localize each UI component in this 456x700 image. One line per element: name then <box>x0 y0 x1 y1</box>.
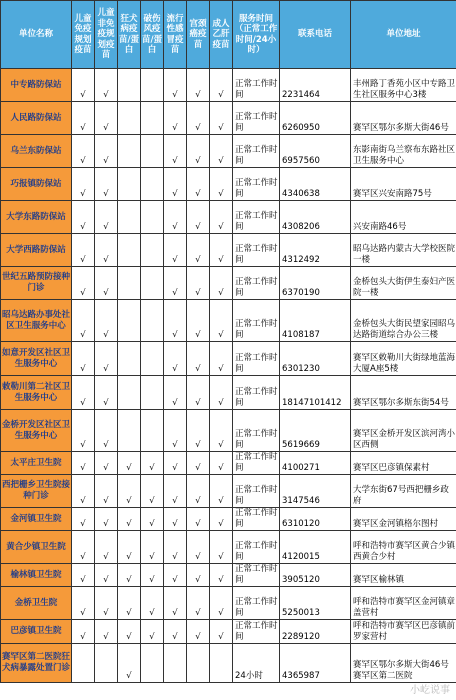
vaccine-check-cell: √ <box>210 620 233 644</box>
vaccine-check-cell <box>141 300 164 342</box>
vaccine-check-cell: √ <box>95 135 118 168</box>
service-time-cell: 正常工作时间 <box>233 69 280 102</box>
vaccine-check-cell: √ <box>72 564 95 587</box>
unit-name-cell: 金河镇卫生院 <box>1 508 72 531</box>
vaccine-check-cell: √ <box>164 508 187 531</box>
vaccine-check-cell: √ <box>187 564 210 587</box>
vaccine-check-cell: √ <box>164 102 187 135</box>
unit-name-cell: 世纪五路预防接种门诊 <box>1 267 72 300</box>
phone-cell: 6301230 <box>280 342 351 376</box>
address-cell: 赛罕区敕勒川大街绿地蓝海大厦A座5楼 <box>351 342 456 376</box>
vaccine-check-cell: √ <box>72 410 95 452</box>
vaccine-check-cell: √ <box>210 376 233 410</box>
table-row <box>1 410 456 452</box>
service-time-cell: 正常工作时间 <box>233 564 280 587</box>
vaccine-check-cell: √ <box>187 376 210 410</box>
table-body <box>1 69 456 683</box>
vaccine-check-cell: √ <box>164 410 187 452</box>
vaccine-check-cell: √ <box>164 452 187 475</box>
header-rabies: 狂犬病疫苗/蛋白 <box>118 1 141 69</box>
service-time-cell: 正常工作时间 <box>233 452 280 475</box>
address-cell: 丰州路丁香苑小区中专路卫生社区服务中心3楼 <box>351 69 456 102</box>
vaccine-check-cell: √ <box>95 508 118 531</box>
address-cell: 赛罕区兴安南路75号 <box>351 168 456 201</box>
vaccine-check-cell <box>72 644 95 683</box>
table-row <box>1 620 456 644</box>
vaccine-check-cell <box>118 342 141 376</box>
vaccine-check-cell <box>141 342 164 376</box>
vaccine-check-cell: √ <box>210 300 233 342</box>
vaccine-check-cell <box>141 168 164 201</box>
service-time-cell: 正常工作时间 <box>233 410 280 452</box>
phone-cell: 4340638 <box>280 168 351 201</box>
vaccine-check-cell: √ <box>187 342 210 376</box>
vaccine-check-cell <box>141 267 164 300</box>
vaccine-check-cell: √ <box>187 410 210 452</box>
phone-cell: 4308206 <box>280 201 351 234</box>
table-header <box>1 1 456 69</box>
vaccine-check-cell: √ <box>210 342 233 376</box>
table-row <box>1 564 456 587</box>
vaccine-check-cell <box>118 69 141 102</box>
service-time-cell: 正常工作时间 <box>233 475 280 508</box>
address-cell: 东影南街乌兰察布东路社区卫生服务中心 <box>351 135 456 168</box>
unit-name-cell: 西把栅乡卫生院接种门诊 <box>1 475 72 508</box>
service-time-cell: 正常工作时间 <box>233 234 280 267</box>
vaccine-check-cell <box>118 300 141 342</box>
vaccine-check-cell: √ <box>141 587 164 620</box>
table-row <box>1 267 456 300</box>
phone-cell: 6260950 <box>280 102 351 135</box>
phone-cell: 3147546 <box>280 475 351 508</box>
unit-name-cell: 赛罕区第二医院狂犬病暴露处置门诊 <box>1 644 72 683</box>
vaccine-check-cell: √ <box>95 587 118 620</box>
vaccine-check-cell: √ <box>164 267 187 300</box>
header-phone: 联系电话 <box>280 1 351 69</box>
phone-cell: 2231464 <box>280 69 351 102</box>
header-child-non-immunization: 儿童非免疫规划疫苗 <box>95 1 118 69</box>
vaccine-check-cell: √ <box>210 564 233 587</box>
vaccine-check-cell: √ <box>187 168 210 201</box>
unit-name-cell: 大学西路防保站 <box>1 234 72 267</box>
unit-name-cell: 榆林镇卫生院 <box>1 564 72 587</box>
phone-cell: 4108187 <box>280 300 351 342</box>
unit-name-cell: 人民路防保站 <box>1 102 72 135</box>
vaccine-check-cell: √ <box>72 234 95 267</box>
vaccine-check-cell <box>187 644 210 683</box>
address-cell: 呼和浩特市赛罕区金河镇章盖营村 <box>351 587 456 620</box>
table-row <box>1 69 456 102</box>
vaccine-check-cell: √ <box>187 620 210 644</box>
service-time-cell: 正常工作时间 <box>233 620 280 644</box>
vaccine-check-cell: √ <box>164 531 187 564</box>
vaccine-check-cell: √ <box>210 531 233 564</box>
vaccine-check-cell: √ <box>210 267 233 300</box>
vaccine-check-cell: √ <box>95 410 118 452</box>
vaccine-check-cell: √ <box>72 620 95 644</box>
phone-cell: 6370190 <box>280 267 351 300</box>
unit-name-cell: 大学东路防保站 <box>1 201 72 234</box>
vaccine-check-cell: √ <box>95 168 118 201</box>
header-hpv: 宫颈癌疫苗 <box>187 1 210 69</box>
vaccine-check-cell: √ <box>164 201 187 234</box>
vaccine-check-cell: √ <box>118 620 141 644</box>
vaccine-check-cell: √ <box>118 564 141 587</box>
vaccine-check-cell <box>118 410 141 452</box>
vaccine-check-cell: √ <box>210 102 233 135</box>
vaccine-check-cell: √ <box>187 300 210 342</box>
header-adult-hepb: 成人乙肝疫苗 <box>210 1 233 69</box>
vaccine-check-cell: √ <box>72 342 95 376</box>
vaccine-check-cell <box>118 201 141 234</box>
vaccine-check-cell: √ <box>187 267 210 300</box>
vaccine-check-cell: √ <box>72 531 95 564</box>
header-service-time: 服务时间（正常工作时间/24小时） <box>233 1 280 69</box>
vaccine-check-cell: √ <box>141 531 164 564</box>
vaccine-check-cell <box>141 135 164 168</box>
phone-cell: 5619669 <box>280 410 351 452</box>
vaccine-check-cell: √ <box>118 587 141 620</box>
vaccine-check-cell: √ <box>72 475 95 508</box>
address-cell: 呼和浩特市赛罕区巴彦镇前罗家营村 <box>351 620 456 644</box>
vaccine-check-cell: √ <box>210 508 233 531</box>
address-cell: 金桥包头大街民望家园昭乌达路街道综合办公三楼 <box>351 300 456 342</box>
address-cell: 赛罕区鄂尔多斯大街46号赛罕区第二医院 <box>351 644 456 683</box>
service-time-cell: 正常工作时间 <box>233 201 280 234</box>
vaccine-check-cell: √ <box>164 342 187 376</box>
service-time-cell: 正常工作时间 <box>233 300 280 342</box>
unit-name-cell: 如意开发区社区卫生服务中心 <box>1 342 72 376</box>
vaccine-check-cell: √ <box>210 201 233 234</box>
table-row <box>1 531 456 564</box>
service-time-cell: 正常工作时间 <box>233 508 280 531</box>
vaccine-check-cell: √ <box>118 452 141 475</box>
header-flu: 流行性感冒疫苗 <box>164 1 187 69</box>
vaccine-check-cell <box>118 234 141 267</box>
phone-cell: 4120015 <box>280 531 351 564</box>
address-cell: 呼和浩特市赛罕区黄合少镇西黄合少村 <box>351 531 456 564</box>
service-time-cell: 正常工作时间 <box>233 342 280 376</box>
vaccine-check-cell: √ <box>164 376 187 410</box>
vaccine-check-cell: √ <box>95 475 118 508</box>
service-time-cell: 正常工作时间 <box>233 531 280 564</box>
vaccine-check-cell <box>141 102 164 135</box>
vaccine-check-cell: √ <box>187 587 210 620</box>
vaccine-check-cell: √ <box>118 531 141 564</box>
table-row <box>1 300 456 342</box>
vaccine-check-cell <box>141 644 164 683</box>
service-time-cell: 正常工作时间 <box>233 168 280 201</box>
table-row <box>1 376 456 410</box>
vaccine-check-cell <box>141 69 164 102</box>
address-cell: 赛罕区巴彦镇保素村 <box>351 452 456 475</box>
vaccine-check-cell: √ <box>141 508 164 531</box>
phone-cell: 2289120 <box>280 620 351 644</box>
phone-cell: 4100271 <box>280 452 351 475</box>
vaccine-check-cell: √ <box>210 168 233 201</box>
vaccine-check-cell: √ <box>95 342 118 376</box>
vaccine-check-cell: √ <box>187 234 210 267</box>
vaccine-check-cell: √ <box>141 620 164 644</box>
vaccine-check-cell: √ <box>118 508 141 531</box>
vaccine-check-cell: √ <box>164 135 187 168</box>
vaccine-check-cell: √ <box>164 475 187 508</box>
vaccine-check-cell: √ <box>141 475 164 508</box>
vaccine-check-cell: √ <box>164 234 187 267</box>
vaccine-check-cell: √ <box>95 376 118 410</box>
address-cell: 赛罕区金桥开发区滨河湾小区西侧 <box>351 410 456 452</box>
vaccine-check-cell <box>118 267 141 300</box>
vaccine-check-cell: √ <box>187 201 210 234</box>
phone-cell: 6310120 <box>280 508 351 531</box>
vaccine-check-cell: √ <box>210 69 233 102</box>
vaccine-check-cell <box>118 376 141 410</box>
vaccine-check-cell: √ <box>72 267 95 300</box>
unit-name-cell: 乌兰东防保站 <box>1 135 72 168</box>
vaccine-check-cell: √ <box>210 234 233 267</box>
vaccine-check-cell: √ <box>210 135 233 168</box>
table-row <box>1 475 456 508</box>
address-cell: 赛罕区金河镇格尔图村 <box>351 508 456 531</box>
service-time-cell: 正常工作时间 <box>233 587 280 620</box>
header-address: 单位地址 <box>351 1 456 69</box>
vaccine-check-cell: √ <box>164 587 187 620</box>
address-cell: 赛罕区榆林镇 <box>351 564 456 587</box>
unit-name-cell: 昭乌达路办事处社区卫生服务中心 <box>1 300 72 342</box>
vaccine-check-cell: √ <box>187 135 210 168</box>
address-cell: 赛罕区鄂尔多斯大街46号 <box>351 102 456 135</box>
service-time-cell: 正常工作时间 <box>233 376 280 410</box>
address-cell: 兴安南路46号 <box>351 201 456 234</box>
table-row <box>1 234 456 267</box>
table-row <box>1 135 456 168</box>
vaccine-check-cell <box>141 410 164 452</box>
address-cell: 大学东街67号西把栅乡政府 <box>351 475 456 508</box>
unit-name-cell: 金桥开发区社区卫生服务中心 <box>1 410 72 452</box>
vaccine-check-cell: √ <box>210 452 233 475</box>
vaccine-check-cell: √ <box>72 587 95 620</box>
vaccine-check-cell: √ <box>164 564 187 587</box>
vaccine-check-cell: √ <box>141 564 164 587</box>
vaccine-check-cell: √ <box>95 531 118 564</box>
vaccine-check-cell <box>118 168 141 201</box>
address-cell: 金桥包头大街伊生泰妇产医院一楼 <box>351 267 456 300</box>
vaccine-check-cell: √ <box>164 300 187 342</box>
vaccine-check-cell <box>95 644 118 683</box>
vaccine-check-cell <box>141 201 164 234</box>
vaccine-check-cell: √ <box>95 620 118 644</box>
table-row <box>1 201 456 234</box>
unit-name-cell: 巧报镇防保站 <box>1 168 72 201</box>
vaccine-check-cell <box>141 376 164 410</box>
phone-cell: 5250013 <box>280 587 351 620</box>
vaccine-check-cell: √ <box>95 234 118 267</box>
unit-name-cell: 金桥卫生院 <box>1 587 72 620</box>
vaccine-check-cell: √ <box>118 644 141 683</box>
vaccine-check-cell: √ <box>210 475 233 508</box>
vaccine-check-cell: √ <box>72 201 95 234</box>
vaccine-check-cell: √ <box>95 267 118 300</box>
vaccine-check-cell: √ <box>72 508 95 531</box>
vaccine-check-cell: √ <box>95 452 118 475</box>
table-row <box>1 342 456 376</box>
vaccine-check-cell <box>141 234 164 267</box>
vaccine-check-cell <box>118 135 141 168</box>
vaccine-check-cell: √ <box>72 69 95 102</box>
vaccine-check-cell: √ <box>187 69 210 102</box>
table-row <box>1 508 456 531</box>
vaccine-check-cell: √ <box>187 508 210 531</box>
vaccine-check-cell: √ <box>164 69 187 102</box>
table-row <box>1 587 456 620</box>
vaccine-check-cell: √ <box>210 410 233 452</box>
unit-name-cell: 太平庄卫生院 <box>1 452 72 475</box>
vaccine-check-cell: √ <box>72 102 95 135</box>
table-row <box>1 168 456 201</box>
vaccine-check-cell: √ <box>95 564 118 587</box>
watermark-text: 小屹说事 <box>410 685 450 696</box>
vaccine-check-cell: √ <box>187 475 210 508</box>
vaccine-check-cell <box>210 644 233 683</box>
unit-name-cell: 中专路防保站 <box>1 69 72 102</box>
vaccine-check-cell: √ <box>187 531 210 564</box>
vaccine-check-cell: √ <box>187 452 210 475</box>
service-time-cell: 正常工作时间 <box>233 135 280 168</box>
vaccine-check-cell: √ <box>164 620 187 644</box>
phone-cell: 3905120 <box>280 564 351 587</box>
vaccine-check-cell: √ <box>95 201 118 234</box>
table-row <box>1 452 456 475</box>
service-time-cell: 正常工作时间 <box>233 267 280 300</box>
vaccine-check-cell: √ <box>95 69 118 102</box>
vaccine-check-cell: √ <box>141 452 164 475</box>
header-child-immunization: 儿童免疫规划疫苗 <box>72 1 95 69</box>
service-time-cell: 正常工作时间 <box>233 102 280 135</box>
vaccine-check-cell: √ <box>72 376 95 410</box>
unit-name-cell: 巴彦镇卫生院 <box>1 620 72 644</box>
table-row <box>1 102 456 135</box>
phone-cell: 4312492 <box>280 234 351 267</box>
table-row <box>1 644 456 683</box>
unit-name-cell: 敕勒川第二社区卫生服务中心 <box>1 376 72 410</box>
vaccine-check-cell: √ <box>95 300 118 342</box>
phone-cell: 18147101412 <box>280 376 351 410</box>
vaccine-check-cell: √ <box>187 102 210 135</box>
vaccine-check-cell: √ <box>95 102 118 135</box>
vaccine-check-cell: √ <box>118 475 141 508</box>
phone-cell: 6957560 <box>280 135 351 168</box>
vaccine-check-cell: √ <box>72 168 95 201</box>
header-tetanus: 破伤风疫苗/蛋白 <box>141 1 164 69</box>
vaccine-check-cell: √ <box>72 452 95 475</box>
service-time-cell: 24小时 <box>233 644 280 683</box>
phone-cell: 4365987 <box>280 644 351 683</box>
header-unit-name: 单位名称 <box>1 1 72 69</box>
vaccine-check-cell: √ <box>210 587 233 620</box>
vaccine-check-cell: √ <box>164 168 187 201</box>
address-cell: 赛罕区鄂尔多斯东街54号 <box>351 376 456 410</box>
vaccine-check-cell <box>164 644 187 683</box>
vaccine-check-cell: √ <box>72 300 95 342</box>
unit-name-cell: 黄合少镇卫生院 <box>1 531 72 564</box>
vaccine-check-cell: √ <box>72 135 95 168</box>
vaccine-check-cell <box>118 102 141 135</box>
address-cell: 昭乌达路内蒙古大学校医院一楼 <box>351 234 456 267</box>
